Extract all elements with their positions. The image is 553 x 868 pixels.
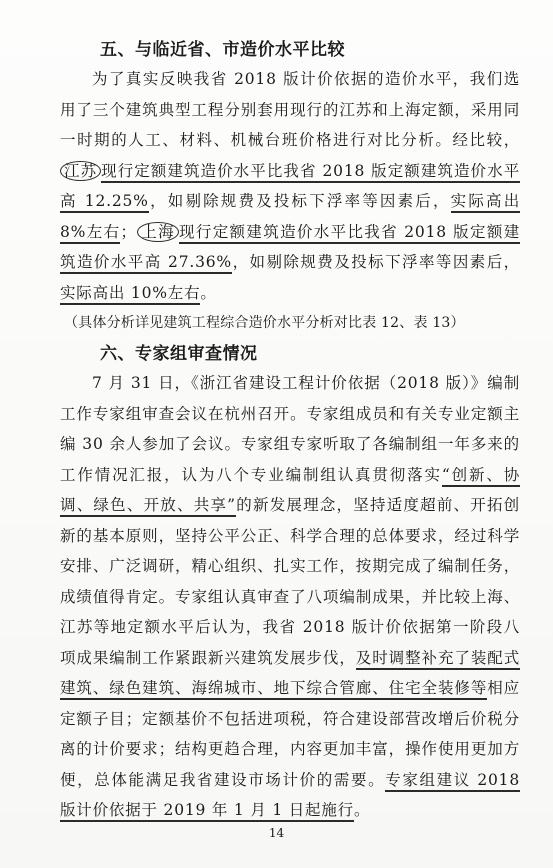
shanghai-plain: ，如剔除规费及投标下浮率等因素后，	[231, 253, 520, 271]
development-concepts-underlined: “创新、协调、绿色、开放、共享”	[60, 466, 520, 518]
intro-text: 为了真实反映我省 2018 版计价依据的造价水平，我们选用了三个建筑典型工程分别套用现行的江苏和上海定额，采用同一时期的人工、材料、机械台班价格进行对比分析。经比较，	[60, 70, 520, 149]
section-5-heading: 五、与临近省、市造价水平比较	[100, 40, 345, 60]
jiangsu-comparison-underlined: 现行定额建筑造价水平比我省 2018 版定额建筑造价水平高 12.25%	[60, 162, 520, 214]
jiangsu-plain: ，如剔除规费及投标下浮率等因素后，	[148, 192, 451, 210]
page-content	[60, 36, 520, 826]
section-5-paragraph	[60, 64, 520, 308]
implementation-date-underlined: 专家组建议 2018 版计价依据于 2019 年 1 月 1 日起施行	[60, 771, 520, 823]
paragraph-end: 。	[353, 801, 371, 819]
page-number: 14	[268, 826, 285, 840]
shanghai-circled: 上海	[137, 222, 179, 242]
jiangsu-result-underlined: 实际高出 8%左右	[60, 192, 520, 244]
section-6-paragraph	[60, 368, 520, 826]
review-text-a: 7 月 31 日，《浙江省建设工程计价依据（2018 版）》编制工作专家组审查会议在杭州召开。专家组成员和有关专业定额主编 30 余人参加了会议。专家组专家听取了各编制组一年多来的工作情况汇报，认为八个专业编制组认真贯彻落实	[60, 374, 520, 484]
section-6-heading: 六、专家组审查情况	[100, 344, 258, 364]
jiangsu-circled: 江苏	[60, 161, 101, 181]
shanghai-result-underlined: 实际高出 10%左右	[60, 284, 200, 305]
shanghai-comparison-underlined: 现行定额建筑造价水平比我省 2018 版定额建筑造价水平高 27.36%	[60, 223, 520, 275]
analysis-note: （具体分析详见建筑工程综合造价水平分析对比表 12、表 13）	[64, 315, 465, 331]
sentence-end: 。	[200, 283, 217, 302]
review-text-c: 相应定额子目；定额基价不包括进项税，符合建设部营改增后价税分离的计价要求；结构更趋合理，内容更加丰富，操作使用更加方便，总体能满足我省建设市场计价的需要。	[60, 679, 520, 789]
separator: ；	[120, 222, 137, 241]
review-text-b: 的新发展理念，坚持适度超前、开拓创新的基本原则，坚持公平公正、科学合理的总体要求，经过科学安排、广泛调研，精心组织、扎实工作，按期完成了编制任务，成绩值得肯定。专家组认真审查了八项编制成果，并比较上海、江苏等地定额水平后认为，我省 2018 版计价依据第一阶段八项成果编制工作紧跟新兴建筑发展步伐，	[60, 496, 520, 667]
supplemented-items-underlined: 及时调整补充了装配式建筑、绿色建筑、海绵城市、地下综合管廊、住宅全装修等	[60, 649, 520, 701]
